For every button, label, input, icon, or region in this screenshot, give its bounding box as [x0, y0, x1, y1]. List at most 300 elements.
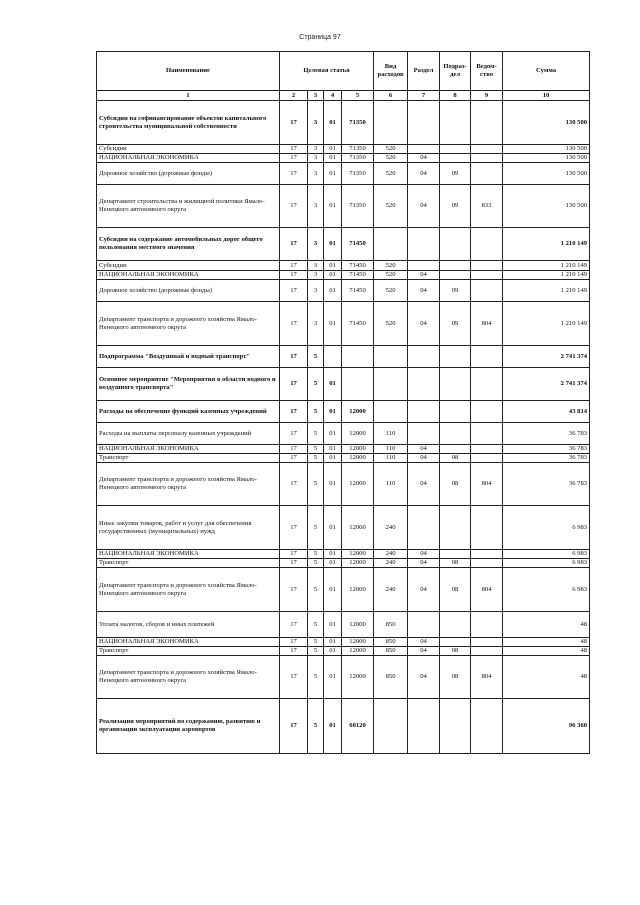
- col-header-vid: Вид расходов: [374, 52, 408, 91]
- col-number: 6: [374, 91, 408, 101]
- row-razdel-cell: 04: [408, 445, 440, 454]
- row-sum-cell: 6 983: [503, 568, 590, 612]
- row-program-cell: 17: [280, 568, 308, 612]
- row-program-cell: 17: [280, 101, 308, 145]
- table-row: [97, 506, 590, 550]
- row-name-cell: НАЦИОНАЛЬНАЯ ЭКОНОМИКА: [97, 445, 280, 454]
- row-name-cell: Субсидии на содержание автомобильных дорог общего пользования местного значения: [97, 228, 280, 261]
- row-event-cell: 01: [324, 423, 342, 445]
- row-podrazdel-cell: 08: [440, 559, 471, 568]
- row-direction-cell: 60120: [342, 699, 374, 754]
- row-vedomstvo-cell: 833: [471, 185, 503, 228]
- row-direction-cell: [342, 368, 374, 401]
- row-vedomstvo-cell: [471, 145, 503, 154]
- row-razdel-cell: 04: [408, 647, 440, 656]
- row-subprogram-cell: 3: [308, 154, 324, 163]
- row-razdel-cell: [408, 612, 440, 638]
- row-name-cell: Департамент транспорта и дорожного хозяйства Ямало-Ненецкого автономного округа: [97, 656, 280, 699]
- row-razdel-cell: [408, 228, 440, 261]
- row-program-cell: 17: [280, 699, 308, 754]
- row-podrazdel-cell: 09: [440, 163, 471, 185]
- row-event-cell: 01: [324, 228, 342, 261]
- row-razdel-cell: 04: [408, 550, 440, 559]
- row-event-cell: 01: [324, 185, 342, 228]
- row-razdel-cell: [408, 423, 440, 445]
- col-header-razdel: Раздел: [408, 52, 440, 91]
- row-podrazdel-cell: 08: [440, 647, 471, 656]
- row-podrazdel-cell: [440, 228, 471, 261]
- row-subprogram-cell: 3: [308, 302, 324, 346]
- row-event-cell: 01: [324, 656, 342, 699]
- table-row: [97, 463, 590, 506]
- row-vedomstvo-cell: [471, 401, 503, 423]
- row-subprogram-cell: 5: [308, 454, 324, 463]
- row-razdel-cell: [408, 145, 440, 154]
- row-name-cell: Дорожное хозяйство (дорожные фонды): [97, 280, 280, 302]
- row-podrazdel-cell: [440, 261, 471, 271]
- row-subprogram-cell: 3: [308, 185, 324, 228]
- row-direction-cell: 71450: [342, 228, 374, 261]
- col-number: 5: [342, 91, 374, 101]
- row-event-cell: 01: [324, 101, 342, 145]
- row-event-cell: 01: [324, 368, 342, 401]
- row-razdel-cell: 04: [408, 568, 440, 612]
- row-podrazdel-cell: [440, 346, 471, 368]
- row-sum-cell: 48: [503, 647, 590, 656]
- row-program-cell: 17: [280, 612, 308, 638]
- row-subprogram-cell: 5: [308, 506, 324, 550]
- row-subprogram-cell: 5: [308, 612, 324, 638]
- row-podrazdel-cell: 08: [440, 463, 471, 506]
- row-podrazdel-cell: 09: [440, 302, 471, 346]
- row-razdel-cell: 04: [408, 454, 440, 463]
- row-event-cell: 01: [324, 506, 342, 550]
- row-vid-cell: 240: [374, 559, 408, 568]
- header-row: [97, 52, 590, 91]
- row-sum-cell: 130 500: [503, 101, 590, 145]
- column-number-row: [97, 91, 590, 101]
- row-program-cell: 17: [280, 145, 308, 154]
- row-razdel-cell: 04: [408, 154, 440, 163]
- row-razdel-cell: 04: [408, 271, 440, 280]
- table-row: [97, 423, 590, 445]
- row-vid-cell: [374, 228, 408, 261]
- row-vid-cell: 520: [374, 145, 408, 154]
- row-podrazdel-cell: [440, 154, 471, 163]
- row-name-cell: Подпрограмма "Воздушный и водный транспорт": [97, 346, 280, 368]
- row-podrazdel-cell: 08: [440, 656, 471, 699]
- col-number: 4: [324, 91, 342, 101]
- row-name-cell: НАЦИОНАЛЬНАЯ ЭКОНОМИКА: [97, 154, 280, 163]
- row-subprogram-cell: 5: [308, 550, 324, 559]
- row-direction-cell: 71350: [342, 145, 374, 154]
- row-program-cell: 17: [280, 559, 308, 568]
- row-vedomstvo-cell: [471, 346, 503, 368]
- row-direction-cell: 12000: [342, 445, 374, 454]
- table-row: [97, 101, 590, 145]
- row-program-cell: 17: [280, 280, 308, 302]
- row-vid-cell: [374, 699, 408, 754]
- row-vedomstvo-cell: 804: [471, 463, 503, 506]
- row-name-cell: НАЦИОНАЛЬНАЯ ЭКОНОМИКА: [97, 638, 280, 647]
- row-event-cell: 01: [324, 550, 342, 559]
- row-direction-cell: 71450: [342, 261, 374, 271]
- row-direction-cell: 71350: [342, 185, 374, 228]
- row-name-cell: НАЦИОНАЛЬНАЯ ЭКОНОМИКА: [97, 550, 280, 559]
- row-vedomstvo-cell: [471, 699, 503, 754]
- row-subprogram-cell: 5: [308, 638, 324, 647]
- row-vid-cell: 240: [374, 550, 408, 559]
- row-event-cell: 01: [324, 271, 342, 280]
- row-razdel-cell: 04: [408, 463, 440, 506]
- row-vid-cell: 110: [374, 445, 408, 454]
- row-event-cell: [324, 346, 342, 368]
- row-razdel-cell: 04: [408, 280, 440, 302]
- row-event-cell: 01: [324, 261, 342, 271]
- table-row: [97, 638, 590, 647]
- row-razdel-cell: 04: [408, 163, 440, 185]
- table-row: [97, 401, 590, 423]
- row-direction-cell: 12000: [342, 506, 374, 550]
- row-name-cell: Расходы на обеспечение функций казенных учреждений: [97, 401, 280, 423]
- row-vid-cell: 520: [374, 154, 408, 163]
- row-program-cell: 17: [280, 647, 308, 656]
- col-header-vedomstvo: Ведом-ство: [471, 52, 503, 91]
- row-podrazdel-cell: 08: [440, 454, 471, 463]
- row-direction-cell: 12000: [342, 454, 374, 463]
- row-subprogram-cell: 5: [308, 368, 324, 401]
- row-sum-cell: 130 500: [503, 185, 590, 228]
- row-vedomstvo-cell: [471, 638, 503, 647]
- row-vedomstvo-cell: [471, 271, 503, 280]
- row-name-cell: Иные закупки товаров, работ и услуг для обеспечения государственных (муниципальных) нужд: [97, 506, 280, 550]
- row-program-cell: 17: [280, 550, 308, 559]
- row-name-cell: Субсидии на софинансирование объектов капитального строительства муниципальной собственности: [97, 101, 280, 145]
- row-subprogram-cell: 5: [308, 463, 324, 506]
- row-program-cell: 17: [280, 261, 308, 271]
- table-row: [97, 568, 590, 612]
- row-program-cell: 17: [280, 401, 308, 423]
- row-vid-cell: 520: [374, 163, 408, 185]
- row-direction-cell: 71450: [342, 280, 374, 302]
- row-sum-cell: 6 983: [503, 559, 590, 568]
- row-sum-cell: 36 783: [503, 445, 590, 454]
- row-subprogram-cell: 3: [308, 145, 324, 154]
- row-direction-cell: 12000: [342, 423, 374, 445]
- table-row: [97, 228, 590, 261]
- row-vedomstvo-cell: [471, 163, 503, 185]
- row-name-cell: Транспорт: [97, 647, 280, 656]
- row-vid-cell: 110: [374, 463, 408, 506]
- row-podrazdel-cell: [440, 271, 471, 280]
- row-vid-cell: 520: [374, 280, 408, 302]
- row-program-cell: 17: [280, 638, 308, 647]
- row-subprogram-cell: 5: [308, 445, 324, 454]
- col-header-name: Наименование: [97, 52, 280, 91]
- row-razdel-cell: [408, 368, 440, 401]
- table-row: [97, 145, 590, 154]
- row-program-cell: 17: [280, 506, 308, 550]
- row-podrazdel-cell: [440, 145, 471, 154]
- row-name-cell: Уплата налогов, сборов и иных платежей: [97, 612, 280, 638]
- row-name-cell: Департамент транспорта и дорожного хозяйства Ямало-Ненецкого автономного округа: [97, 568, 280, 612]
- row-direction-cell: 71450: [342, 302, 374, 346]
- row-name-cell: Расходы на выплаты персоналу казенных учреждений: [97, 423, 280, 445]
- row-podrazdel-cell: 08: [440, 568, 471, 612]
- row-vedomstvo-cell: [471, 261, 503, 271]
- row-direction-cell: 12000: [342, 612, 374, 638]
- row-subprogram-cell: 3: [308, 101, 324, 145]
- col-number: 9: [471, 91, 503, 101]
- table-row: [97, 302, 590, 346]
- row-direction-cell: 71350: [342, 101, 374, 145]
- row-vid-cell: [374, 346, 408, 368]
- row-vedomstvo-cell: [471, 280, 503, 302]
- row-event-cell: 01: [324, 559, 342, 568]
- table-row: [97, 445, 590, 454]
- row-event-cell: 01: [324, 647, 342, 656]
- row-vid-cell: 520: [374, 302, 408, 346]
- row-direction-cell: 12000: [342, 401, 374, 423]
- col-number: 8: [440, 91, 471, 101]
- row-sum-cell: 130 500: [503, 163, 590, 185]
- row-podrazdel-cell: [440, 401, 471, 423]
- row-sum-cell: 130 500: [503, 154, 590, 163]
- row-program-cell: 17: [280, 271, 308, 280]
- row-razdel-cell: [408, 346, 440, 368]
- row-name-cell: Дорожное хозяйство (дорожные фонды): [97, 163, 280, 185]
- row-sum-cell: 48: [503, 612, 590, 638]
- row-podrazdel-cell: [440, 445, 471, 454]
- row-vedomstvo-cell: [471, 647, 503, 656]
- row-event-cell: 01: [324, 463, 342, 506]
- row-razdel-cell: [408, 401, 440, 423]
- col-header-podrazdel: Подраз-дел: [440, 52, 471, 91]
- row-subprogram-cell: 5: [308, 346, 324, 368]
- row-podrazdel-cell: [440, 368, 471, 401]
- row-vedomstvo-cell: [471, 228, 503, 261]
- row-podrazdel-cell: 09: [440, 280, 471, 302]
- table-row: [97, 368, 590, 401]
- row-sum-cell: 2 741 374: [503, 346, 590, 368]
- row-direction-cell: 12000: [342, 463, 374, 506]
- table-row: [97, 656, 590, 699]
- row-vedomstvo-cell: [471, 559, 503, 568]
- row-vedomstvo-cell: [471, 423, 503, 445]
- row-podrazdel-cell: 09: [440, 185, 471, 228]
- row-vedomstvo-cell: [471, 368, 503, 401]
- row-vid-cell: 520: [374, 185, 408, 228]
- row-program-cell: 17: [280, 346, 308, 368]
- row-vid-cell: 520: [374, 261, 408, 271]
- row-vedomstvo-cell: 804: [471, 302, 503, 346]
- row-program-cell: 17: [280, 154, 308, 163]
- row-event-cell: 01: [324, 302, 342, 346]
- table-row: [97, 699, 590, 754]
- col-number: 10: [503, 91, 590, 101]
- row-sum-cell: 36 783: [503, 454, 590, 463]
- budget-table-body: [97, 101, 590, 754]
- row-vid-cell: [374, 368, 408, 401]
- row-event-cell: 01: [324, 638, 342, 647]
- row-program-cell: 17: [280, 445, 308, 454]
- row-sum-cell: 43 814: [503, 401, 590, 423]
- row-direction-cell: 71350: [342, 163, 374, 185]
- table-row: [97, 280, 590, 302]
- row-sum-cell: 6 983: [503, 550, 590, 559]
- table-row: [97, 612, 590, 638]
- row-subprogram-cell: 5: [308, 647, 324, 656]
- row-subprogram-cell: 5: [308, 568, 324, 612]
- row-vid-cell: [374, 101, 408, 145]
- row-sum-cell: 130 500: [503, 145, 590, 154]
- row-subprogram-cell: 5: [308, 699, 324, 754]
- row-sum-cell: 1 210 149: [503, 261, 590, 271]
- row-vedomstvo-cell: 804: [471, 568, 503, 612]
- row-razdel-cell: [408, 261, 440, 271]
- row-name-cell: Субсидии: [97, 145, 280, 154]
- row-event-cell: 01: [324, 154, 342, 163]
- row-event-cell: 01: [324, 445, 342, 454]
- row-name-cell: Транспорт: [97, 454, 280, 463]
- row-event-cell: 01: [324, 145, 342, 154]
- row-event-cell: 01: [324, 568, 342, 612]
- row-name-cell: Реализация мероприятий по содержанию, развитию и организации эксплуатации аэропортов: [97, 699, 280, 754]
- row-program-cell: 17: [280, 228, 308, 261]
- row-vid-cell: 520: [374, 271, 408, 280]
- row-program-cell: 17: [280, 454, 308, 463]
- row-name-cell: Основное мероприятие "Мероприятия в области водного и воздушного транспорта": [97, 368, 280, 401]
- row-sum-cell: 48: [503, 638, 590, 647]
- table-row: [97, 559, 590, 568]
- row-vid-cell: 240: [374, 506, 408, 550]
- row-vid-cell: 110: [374, 454, 408, 463]
- row-sum-cell: 1 210 149: [503, 228, 590, 261]
- row-event-cell: 01: [324, 699, 342, 754]
- row-vedomstvo-cell: [471, 154, 503, 163]
- row-vid-cell: 240: [374, 568, 408, 612]
- table-row: [97, 185, 590, 228]
- table-row: [97, 346, 590, 368]
- row-sum-cell: 1 210 149: [503, 280, 590, 302]
- row-program-cell: 17: [280, 463, 308, 506]
- row-podrazdel-cell: [440, 101, 471, 145]
- row-program-cell: 17: [280, 423, 308, 445]
- row-vedomstvo-cell: [471, 101, 503, 145]
- row-program-cell: 17: [280, 185, 308, 228]
- table-row: [97, 454, 590, 463]
- row-subprogram-cell: 5: [308, 656, 324, 699]
- row-podrazdel-cell: [440, 550, 471, 559]
- row-name-cell: Департамент транспорта и дорожного хозяйства Ямало-Ненецкого автономного округа: [97, 463, 280, 506]
- row-sum-cell: 36 783: [503, 463, 590, 506]
- row-razdel-cell: 04: [408, 185, 440, 228]
- row-event-cell: 01: [324, 280, 342, 302]
- row-subprogram-cell: 3: [308, 228, 324, 261]
- row-direction-cell: 12000: [342, 647, 374, 656]
- row-program-cell: 17: [280, 163, 308, 185]
- row-direction-cell: 71350: [342, 154, 374, 163]
- table-row: [97, 647, 590, 656]
- row-sum-cell: 48: [503, 656, 590, 699]
- row-vedomstvo-cell: [471, 612, 503, 638]
- col-number: 2: [280, 91, 308, 101]
- row-subprogram-cell: 3: [308, 271, 324, 280]
- table-row: [97, 261, 590, 271]
- row-podrazdel-cell: [440, 638, 471, 647]
- row-name-cell: Департамент строительства и жилищной политики Ямало-Ненецкого автономного округа: [97, 185, 280, 228]
- row-sum-cell: 6 983: [503, 506, 590, 550]
- row-name-cell: Департамент транспорта и дорожного хозяйства Ямало-Ненецкого автономного округа: [97, 302, 280, 346]
- budget-table-container: [96, 51, 589, 754]
- col-number: 1: [97, 91, 280, 101]
- row-sum-cell: 1 210 149: [503, 271, 590, 280]
- row-podrazdel-cell: [440, 699, 471, 754]
- row-vedomstvo-cell: [471, 506, 503, 550]
- row-name-cell: НАЦИОНАЛЬНАЯ ЭКОНОМИКА: [97, 271, 280, 280]
- row-subprogram-cell: 5: [308, 559, 324, 568]
- row-direction-cell: 12000: [342, 568, 374, 612]
- row-direction-cell: 12000: [342, 559, 374, 568]
- col-header-summa: Сумма: [503, 52, 590, 91]
- row-sum-cell: 36 783: [503, 423, 590, 445]
- row-podrazdel-cell: [440, 423, 471, 445]
- row-name-cell: Транспорт: [97, 559, 280, 568]
- row-vedomstvo-cell: [471, 454, 503, 463]
- row-direction-cell: 12000: [342, 550, 374, 559]
- row-vid-cell: 110: [374, 423, 408, 445]
- col-number: 7: [408, 91, 440, 101]
- col-header-target: Целевая статья: [280, 52, 374, 91]
- row-event-cell: 01: [324, 163, 342, 185]
- row-vid-cell: 850: [374, 638, 408, 647]
- table-row: [97, 271, 590, 280]
- row-sum-cell: 1 210 149: [503, 302, 590, 346]
- row-razdel-cell: 04: [408, 656, 440, 699]
- row-razdel-cell: 04: [408, 302, 440, 346]
- row-event-cell: 01: [324, 454, 342, 463]
- row-subprogram-cell: 3: [308, 261, 324, 271]
- row-subprogram-cell: 5: [308, 401, 324, 423]
- row-vedomstvo-cell: [471, 445, 503, 454]
- row-subprogram-cell: 3: [308, 163, 324, 185]
- row-program-cell: 17: [280, 302, 308, 346]
- row-podrazdel-cell: [440, 612, 471, 638]
- page-number-label: Страница 97: [299, 34, 341, 41]
- row-podrazdel-cell: [440, 506, 471, 550]
- row-razdel-cell: [408, 699, 440, 754]
- row-subprogram-cell: 3: [308, 280, 324, 302]
- row-razdel-cell: 04: [408, 559, 440, 568]
- row-program-cell: 17: [280, 368, 308, 401]
- col-number: 3: [308, 91, 324, 101]
- row-direction-cell: [342, 346, 374, 368]
- table-row: [97, 163, 590, 185]
- row-direction-cell: 12000: [342, 656, 374, 699]
- row-vid-cell: [374, 401, 408, 423]
- row-razdel-cell: [408, 506, 440, 550]
- row-razdel-cell: 04: [408, 638, 440, 647]
- table-row: [97, 550, 590, 559]
- row-vid-cell: 850: [374, 612, 408, 638]
- row-sum-cell: 96 360: [503, 699, 590, 754]
- row-name-cell: Субсидии: [97, 261, 280, 271]
- budget-table: [96, 51, 590, 754]
- row-vid-cell: 850: [374, 656, 408, 699]
- row-razdel-cell: [408, 101, 440, 145]
- row-event-cell: 01: [324, 401, 342, 423]
- row-program-cell: 17: [280, 656, 308, 699]
